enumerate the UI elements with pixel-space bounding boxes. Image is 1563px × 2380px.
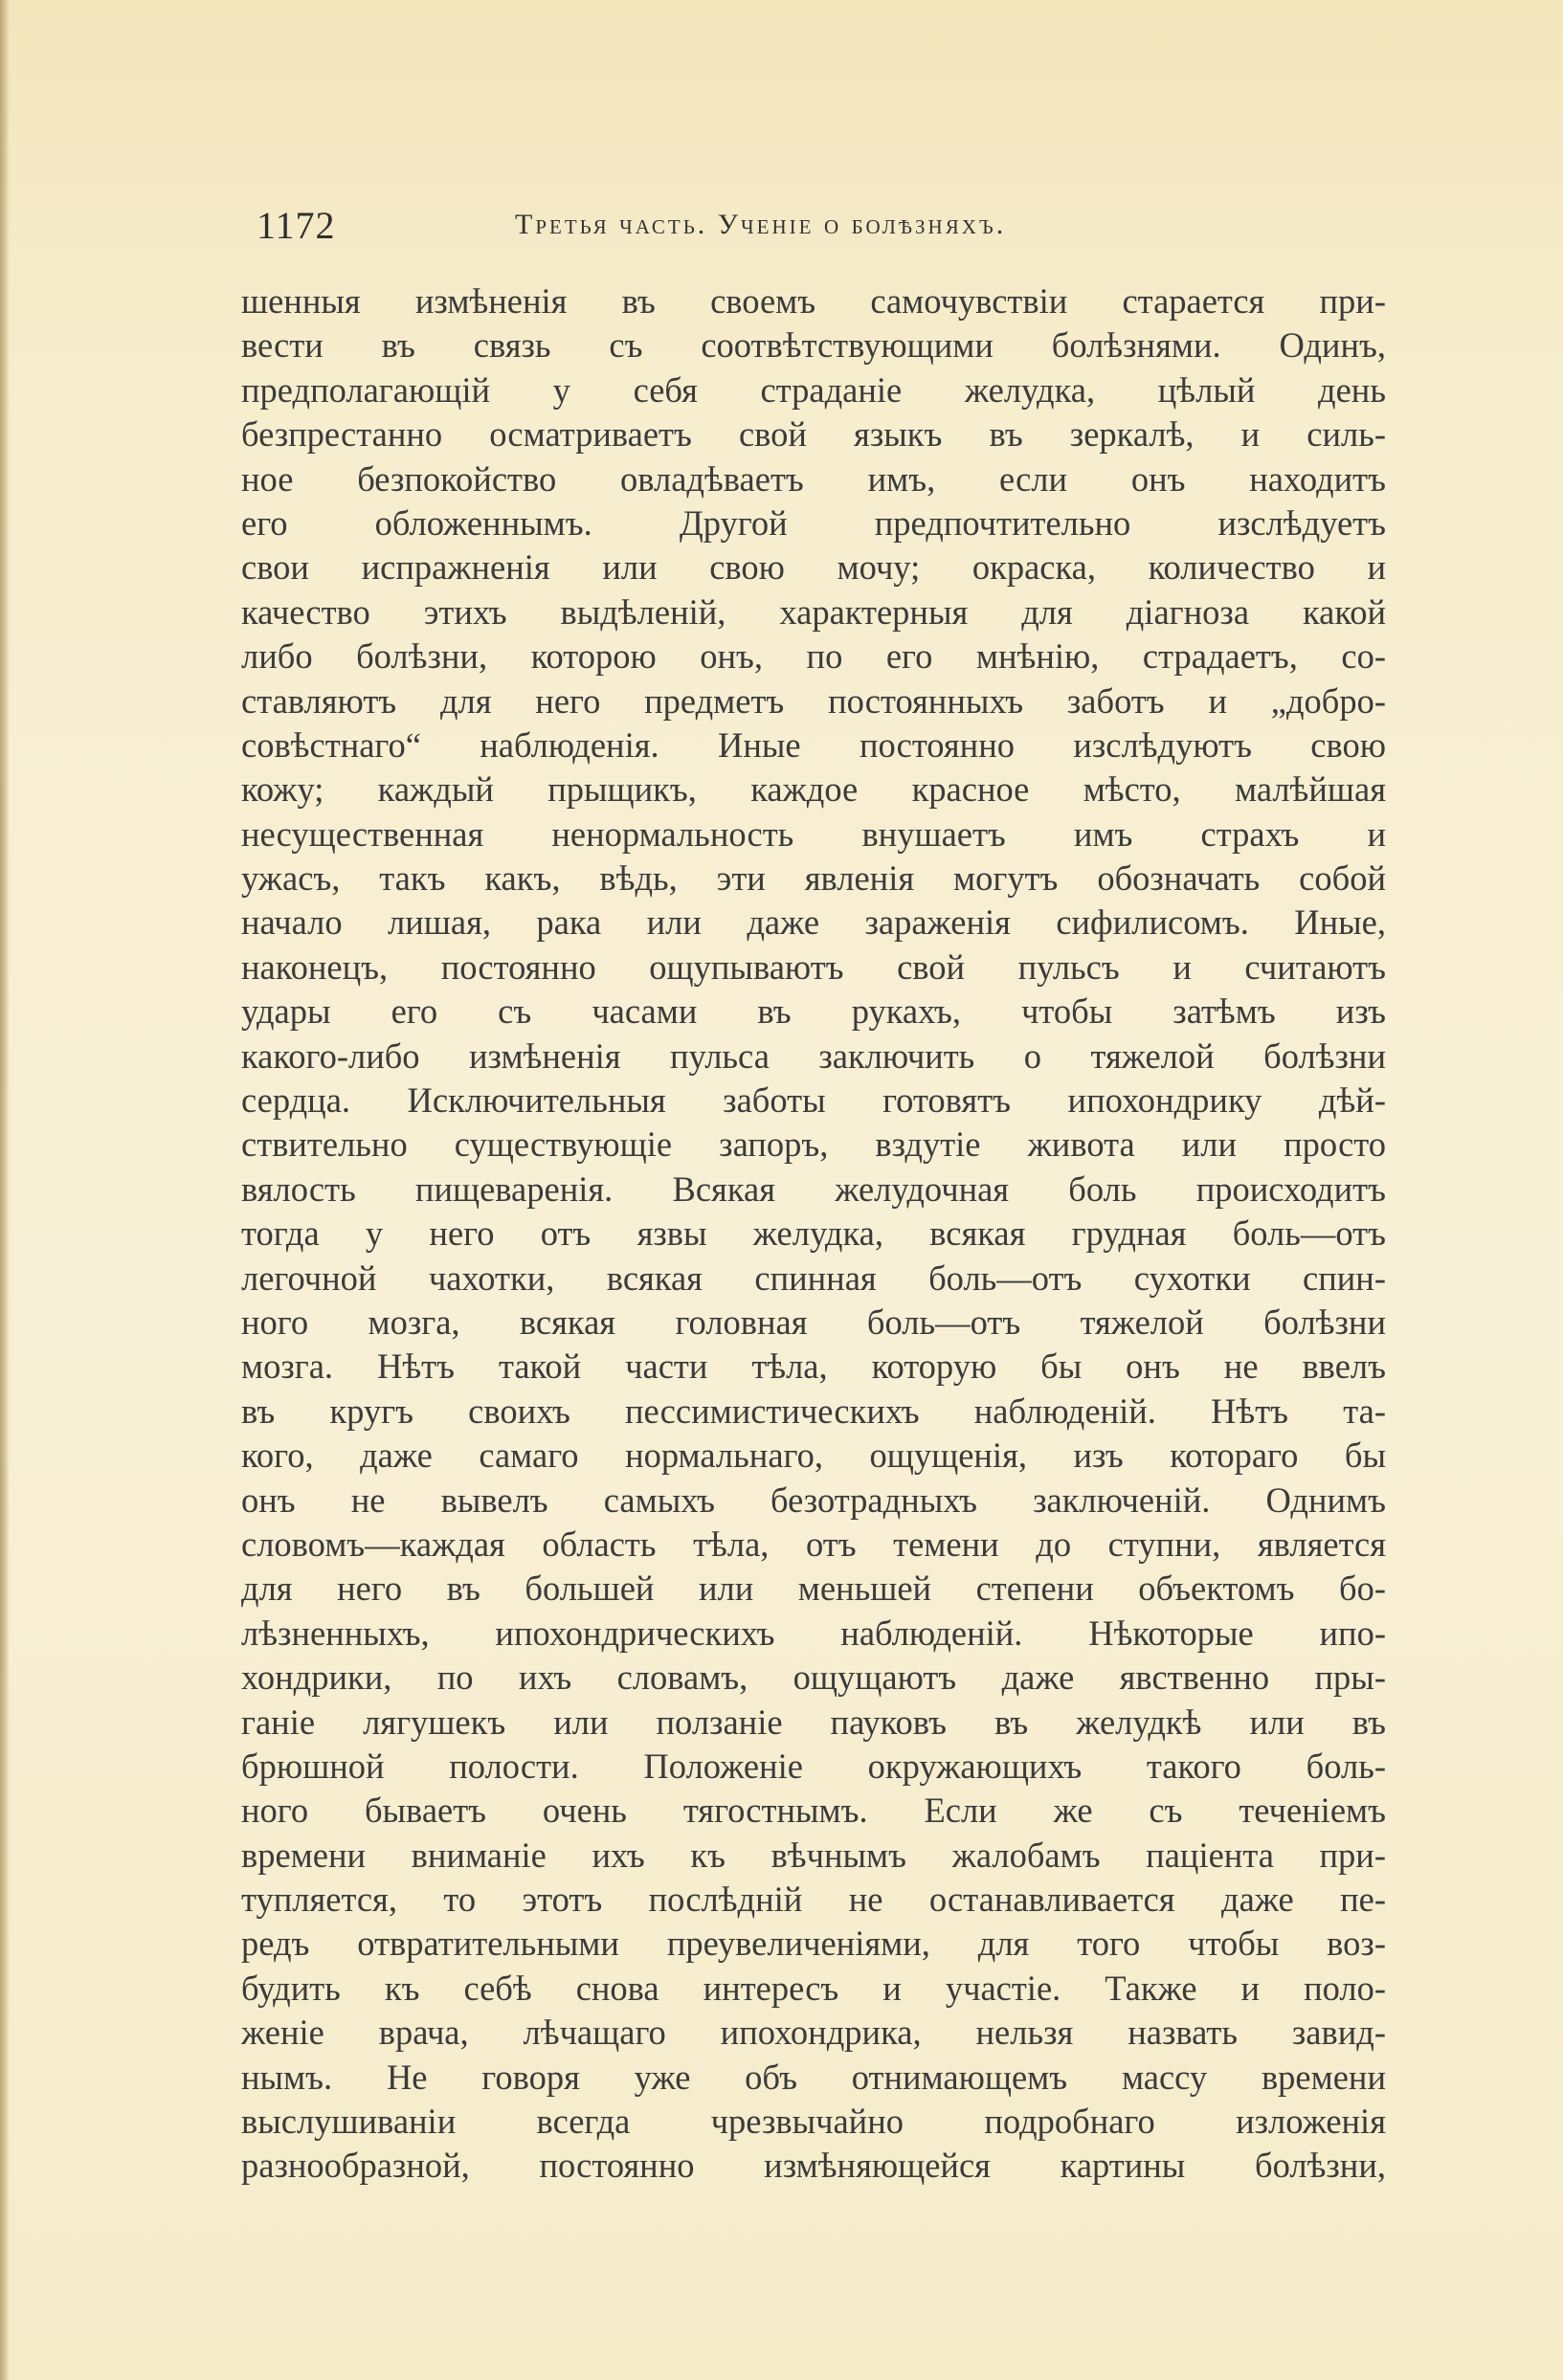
text-line: ного мозга, всякая головная боль—отъ тяжелой болѣзни (241, 1301, 1386, 1342)
text-line: ставляютъ для него предметъ постоянныхъ заботъ и „добро- (241, 680, 1386, 721)
text-line: свои испражненія или свою мочу; окраска, количество и (241, 547, 1386, 588)
text-line: начало лишая, рака или даже зараженія сифилисомъ. Иные, (241, 902, 1386, 943)
text-line: удары его съ часами въ рукахъ, чтобы затѣмъ изъ (241, 991, 1386, 1032)
text-line: несущественная ненормальность внушаетъ имъ страхъ и (241, 813, 1386, 854)
text-line: ного бываетъ очень тягостнымъ. Если же съ теченіемъ (241, 1791, 1386, 1831)
text-line: будить къ себѣ снова интересъ и участіе. Также и поло- (241, 1968, 1386, 2008)
text-line: женіе врача, лѣчащаго ипохондрика, нельзя назвать завид- (241, 2013, 1386, 2053)
text-line: хондрики, по ихъ словамъ, ощущаютъ даже явственно пры- (241, 1657, 1386, 1698)
text-line: легочной чахотки, всякая спинная боль—отъ сухотки спин- (241, 1257, 1386, 1298)
running-head (257, 203, 1386, 260)
text-line: разнообразной, постоянно измѣняющейся картины болѣзни, (241, 2146, 1386, 2186)
text-line: нымъ. Не говоря уже объ отнимающемъ массу времени (241, 2057, 1386, 2097)
text-line: выслушиваніи всегда чрезвычайно подробнаго изложенія (241, 2102, 1386, 2142)
text-line: мозга. Нѣтъ такой части тѣла, которую бы онъ не ввелъ (241, 1346, 1386, 1387)
page-number: 1172 (257, 204, 336, 247)
text-line: ствительно существующіе запоръ, вздутіе живота или просто (241, 1124, 1386, 1165)
text-line: безпрестанно осматриваетъ свой языкъ въ зеркалѣ, и силь- (241, 414, 1386, 455)
text-line: кожу; каждый прыщикъ, каждое красное мѣсто, малѣйшая (241, 769, 1386, 810)
text-line: кого, даже самаго нормальнаго, ощущенія, изъ котораго бы (241, 1435, 1386, 1476)
page-edge-shadow (0, 0, 10, 2380)
text-line: либо болѣзни, которою онъ, по его мнѣнію, страдаетъ, со- (241, 636, 1386, 677)
text-line: качество этихъ выдѣленій, характерныя для діагноза какой (241, 591, 1386, 632)
text-line: шенныя измѣненія въ своемъ самочувствіи старается при- (241, 281, 1386, 321)
text-line: лѣзненныхъ, ипохондрическихъ наблюденій. Нѣкоторые ипо- (241, 1613, 1386, 1653)
text-line: онъ не вывелъ самыхъ безотрадныхъ заключеній. Однимъ (241, 1479, 1386, 1520)
body-text (241, 279, 1386, 2189)
text-line: вялость пищеваренія. Всякая желудочная боль происходитъ (241, 1168, 1386, 1209)
text-line: совѣстнаго“ наблюденія. Иные постоянно изслѣдуютъ свою (241, 724, 1386, 765)
text-line: его обложеннымъ. Другой предпочтительно изслѣдуетъ (241, 502, 1386, 543)
text-line: какого-либо измѣненія пульса заключить о тяжелой болѣзни (241, 1035, 1386, 1076)
text-line: для него въ большей или меньшей степени объектомъ бо- (241, 1568, 1386, 1609)
text-line: брюшной полости. Положеніе окружающихъ такого боль- (241, 1746, 1386, 1786)
text-line: тупляется, то этотъ послѣдній не останавливается даже пе- (241, 1880, 1386, 1920)
text-line: ное безпокойство овладѣваетъ имъ, если онъ находитъ (241, 458, 1386, 499)
text-line: наконецъ, постоянно ощупываютъ свой пульсъ и считаютъ (241, 946, 1386, 987)
text-line: ужасъ, такъ какъ, вѣдь, эти явленія могутъ обозначать собой (241, 858, 1386, 899)
text-line: ганіе лягушекъ или ползаніе пауковъ въ желудкѣ или въ (241, 1702, 1386, 1742)
text-line: тогда у него отъ язвы желудка, всякая грудная боль—отъ (241, 1213, 1386, 1254)
text-line: сердца. Исключительныя заботы готовятъ ипохондрику дѣй- (241, 1080, 1386, 1121)
text-line: времени вниманіе ихъ къ вѣчнымъ жалобамъ паціента при- (241, 1835, 1386, 1875)
text-line: предполагающій у себя страданіе желудка, цѣлый день (241, 369, 1386, 410)
text-line: въ кругъ своихъ пессимистическихъ наблюденій. Нѣтъ та- (241, 1390, 1386, 1431)
text-line: словомъ—каждая область тѣла, отъ темени до ступни, является (241, 1524, 1386, 1564)
text-line: вести въ связь съ соотвѣтствующими болѣзнями. Одинъ, (241, 325, 1386, 366)
text-line: редъ отвратительными преувеличеніями, для того чтобы воз- (241, 1924, 1386, 1964)
running-head-title: Третья часть. Ученіе о болѣзняхъ. (515, 209, 1007, 240)
